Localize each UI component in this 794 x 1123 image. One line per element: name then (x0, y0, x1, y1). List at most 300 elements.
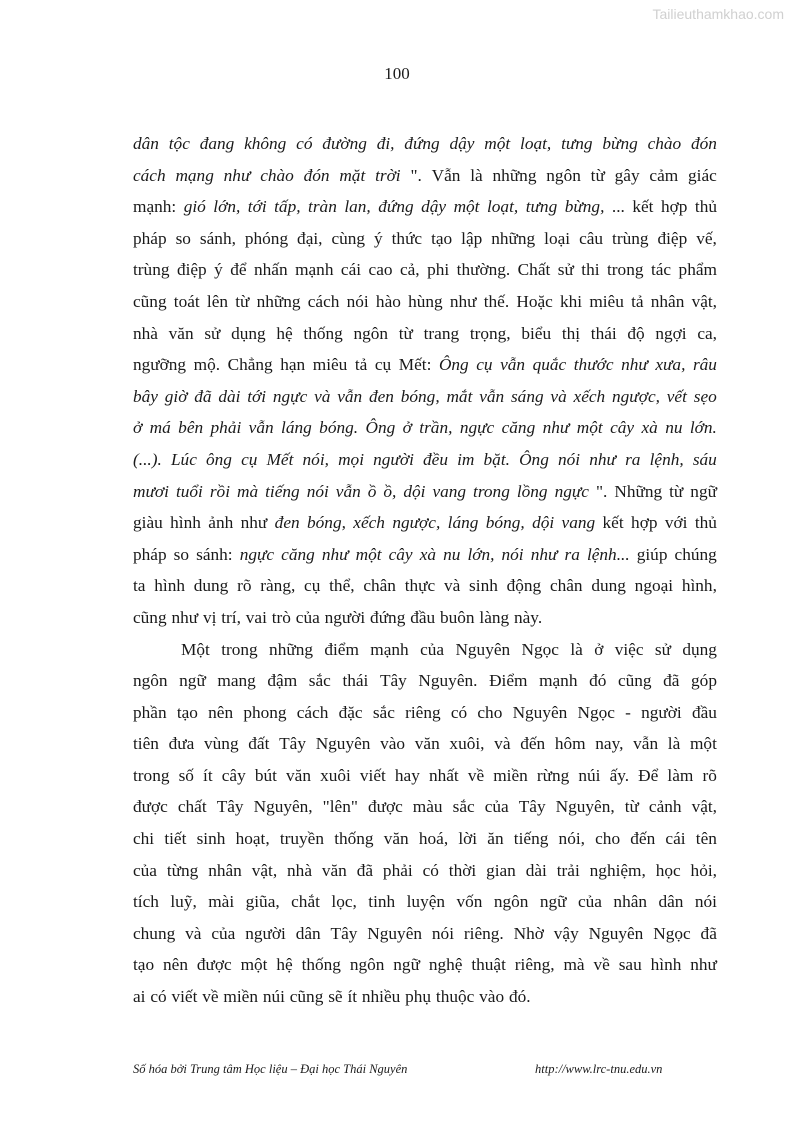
word: sắc (372, 702, 395, 722)
word: cho (595, 829, 621, 849)
word: Nguyên (455, 639, 511, 659)
word: số (178, 765, 194, 785)
word: ngực (459, 418, 495, 438)
word: núi (578, 765, 601, 785)
word: thống (334, 829, 374, 849)
word: và (550, 386, 567, 406)
word: căng (281, 544, 315, 564)
word: ngôn (133, 671, 168, 691)
word: ". (410, 165, 422, 185)
word: lệnh... (586, 544, 630, 564)
word: bên (178, 418, 204, 438)
word: nói (694, 892, 717, 912)
word: vẫn (479, 386, 505, 406)
word: ở (402, 418, 412, 438)
footer-url[interactable]: http://www.lrc-tnu.edu.vn (535, 1062, 663, 1076)
text-line (133, 728, 717, 760)
word: mọi (338, 449, 364, 469)
word: Lúc (170, 449, 197, 469)
word: cách (307, 291, 340, 311)
word: văn (414, 734, 440, 754)
word: chân (549, 576, 583, 596)
text-line (133, 855, 717, 887)
word: đất (248, 734, 270, 754)
word: đến (630, 829, 656, 849)
word: chung (133, 923, 176, 943)
word: giũa, (245, 892, 280, 912)
word: biểu (521, 323, 552, 343)
word: sử (557, 260, 574, 280)
word: vế, (696, 228, 717, 248)
word: ồ, (383, 481, 397, 501)
word: vang (561, 513, 596, 533)
word: đã (356, 860, 374, 880)
word: với (664, 513, 688, 533)
word: trần, (419, 418, 453, 438)
word: mạnh (539, 671, 578, 691)
word: Mết (266, 449, 294, 469)
word: đứng (378, 197, 414, 217)
word: thuật (471, 955, 506, 975)
word: của (577, 892, 602, 912)
word: một (689, 734, 717, 754)
word: văn (321, 860, 347, 880)
word: thủ (694, 197, 717, 217)
word: lan, (344, 197, 371, 217)
word: trùng (133, 260, 170, 280)
word: xuôi, (449, 734, 485, 754)
word: tiếng (265, 481, 300, 501)
word: dài (525, 860, 547, 880)
word: phẩm (678, 260, 717, 280)
word: sáu (692, 449, 717, 469)
word: trò (271, 607, 291, 627)
word: câu (579, 228, 604, 248)
word: hào (375, 291, 401, 311)
word: Chẳng (227, 355, 273, 375)
word: Hoặc (516, 291, 553, 311)
word: trong (221, 639, 258, 659)
word: từng (166, 860, 199, 880)
word: dụng (682, 639, 717, 659)
word: Tây (379, 671, 407, 691)
word: phần (133, 702, 167, 722)
word: được (133, 797, 168, 817)
word: ... (611, 197, 625, 217)
word: lọc, (331, 892, 357, 912)
word: màu (412, 797, 443, 817)
word: riêng, (514, 955, 555, 975)
text-line (133, 444, 717, 476)
word: đầu (410, 607, 436, 627)
word: cho (477, 702, 503, 722)
word: nên (163, 955, 188, 975)
word: là (470, 165, 483, 185)
word: gây (614, 165, 640, 185)
word: sử (654, 639, 671, 659)
word: ở (594, 639, 604, 659)
word: của (211, 923, 236, 943)
word: văn (168, 323, 194, 343)
word: đậm (267, 671, 298, 691)
word: sắc (308, 671, 331, 691)
word: ý (374, 228, 383, 248)
word: lồng (516, 481, 548, 501)
word: rồi (209, 481, 230, 501)
text-line (133, 507, 717, 539)
word: những (256, 291, 301, 311)
word: viết (359, 765, 386, 785)
word: vai (245, 607, 267, 627)
word: vật, (691, 291, 717, 311)
text-line (133, 191, 717, 223)
text-line (133, 918, 717, 950)
word: ngôn (349, 955, 385, 975)
word: thời (448, 860, 477, 880)
footer-source: Số hóa bởi Trung tâm Học liệu – Đại học Thái Nguyên (133, 1062, 408, 1076)
word: đen (274, 513, 300, 533)
word: bóng. (319, 418, 359, 438)
word: ngực (554, 481, 589, 501)
word: từ (398, 323, 413, 343)
word: trang (423, 323, 460, 343)
word: rõ (237, 576, 252, 596)
word: loại (544, 228, 571, 248)
word: của (484, 797, 509, 817)
word: hoạt, (235, 829, 270, 849)
word: vật, (691, 797, 717, 817)
word: vị (202, 607, 217, 627)
word: học (655, 860, 681, 880)
word: chào (260, 165, 294, 185)
word: mạnh: (133, 197, 177, 217)
word: chi (133, 829, 155, 849)
word: ít (347, 987, 358, 1007)
word: vẫn (248, 418, 274, 438)
word: sánh: (196, 544, 233, 564)
word: Tây (279, 734, 306, 754)
word: má (149, 418, 171, 438)
word: này. (514, 607, 543, 627)
word: sau (618, 955, 642, 975)
word: phụ (405, 987, 432, 1007)
word: ngược, (612, 386, 660, 406)
word: Những (614, 481, 663, 501)
word: từ (669, 481, 684, 501)
word: căng (501, 418, 536, 438)
word: mạnh (370, 639, 409, 659)
word: cây (388, 544, 413, 564)
word: đi, (376, 134, 395, 153)
word: láng (447, 513, 479, 533)
word: trong (133, 765, 170, 785)
word: đã (700, 923, 717, 943)
word: thị (561, 323, 581, 343)
word: từ (235, 291, 250, 311)
word: tưng (561, 134, 593, 153)
word: bây (133, 386, 158, 406)
word: nhất (428, 765, 459, 785)
word: hôm (554, 734, 586, 754)
text-line (133, 949, 717, 981)
word: trong (607, 260, 644, 280)
text-line (133, 476, 717, 508)
word: đón (303, 165, 330, 185)
word: hệ (276, 955, 293, 975)
word: không (244, 134, 287, 153)
word: cao (368, 260, 393, 280)
word: dân (295, 923, 321, 943)
word: láng (281, 418, 312, 438)
word: tiết (164, 829, 187, 849)
word: đến (520, 734, 546, 754)
word: đường (322, 134, 367, 153)
word: miêu (589, 291, 624, 311)
word: đều (423, 449, 448, 469)
word: hợp (631, 513, 658, 533)
word: cách (296, 702, 329, 722)
word: dung (193, 576, 229, 596)
word: hạn (280, 355, 306, 375)
word: ngữ (690, 481, 717, 501)
word: ". (595, 481, 608, 501)
word: bặt. (483, 449, 510, 469)
word: thi (581, 260, 600, 280)
word: mộ. (193, 355, 221, 375)
word: Ngọc (653, 923, 691, 943)
word: bút (254, 765, 277, 785)
word: kết (632, 197, 654, 217)
word: ngữ (539, 892, 567, 912)
word: nói, (558, 829, 585, 849)
word: tới (247, 386, 267, 406)
word: cảm (649, 165, 679, 185)
word: cách (133, 165, 166, 185)
word: cây (221, 765, 246, 785)
word: loạt, (520, 134, 552, 153)
word: thống (303, 323, 343, 343)
word: lớn, (467, 544, 495, 564)
word: xếch (353, 513, 385, 533)
word: nhân (208, 860, 242, 880)
word: viết (171, 987, 198, 1007)
word: ngực (272, 386, 308, 406)
word: nói (431, 923, 454, 943)
word: so (175, 228, 191, 248)
word: ngôn (353, 323, 389, 343)
word: tinh (368, 892, 396, 912)
text-line (133, 823, 717, 855)
word: điểm (324, 639, 359, 659)
word: trời (375, 165, 401, 185)
word: loạt, (486, 197, 519, 217)
word: bừng, (564, 197, 605, 217)
word: nhân (613, 892, 648, 912)
word: một (576, 418, 603, 438)
word: dội (532, 513, 555, 533)
word: kết (602, 513, 624, 533)
word: một (240, 955, 268, 975)
word: nhà (133, 323, 158, 343)
word: bóng, (485, 513, 525, 533)
word: hoá, (418, 829, 449, 849)
word: Ông (365, 418, 396, 438)
word: xà (419, 544, 436, 564)
word: tên (695, 829, 717, 849)
word: văn (286, 765, 311, 785)
word: có (150, 987, 167, 1007)
word: mang (217, 671, 256, 691)
word: tràn (308, 197, 337, 217)
word: im (457, 449, 475, 469)
word: xuôi (320, 765, 351, 785)
word: thống (301, 955, 341, 975)
word: riêng. (463, 923, 504, 943)
word: riêng (405, 702, 441, 722)
word: như (542, 418, 570, 438)
word: như (530, 544, 558, 564)
word: và (443, 576, 461, 596)
word: ràng, (260, 576, 296, 596)
word: ra (564, 544, 580, 564)
word: và (314, 386, 331, 406)
word: phải (382, 860, 413, 880)
word: phóng (244, 228, 289, 248)
word: so (173, 544, 190, 564)
word: trải (556, 860, 580, 880)
word: mà (237, 481, 259, 501)
word: nói (557, 449, 581, 469)
word: toát (173, 291, 200, 311)
word: tới (247, 197, 267, 217)
text-line (133, 223, 717, 255)
word: chúng (674, 544, 717, 564)
word: hay (394, 765, 420, 785)
word: làm (667, 765, 694, 785)
word: xưa, (655, 355, 686, 375)
word: có (450, 702, 468, 722)
word: người (373, 449, 414, 469)
word: một (484, 134, 511, 153)
word: mạng (175, 165, 214, 185)
word: phong (243, 702, 287, 722)
word: làng (479, 607, 510, 627)
word: cũng (133, 291, 167, 311)
word: nay, (595, 734, 624, 754)
word: sinh (196, 829, 226, 849)
word: đang (199, 134, 235, 153)
word: nhân (650, 291, 685, 311)
word: Ông (519, 449, 549, 469)
word: dài (218, 386, 241, 406)
word: ồ (367, 481, 377, 501)
word: dậy (421, 197, 447, 217)
word: chân (363, 576, 396, 596)
word: quắc (532, 355, 567, 375)
word: phi (427, 260, 450, 280)
word: hình (154, 576, 185, 596)
word: tộc (168, 134, 190, 153)
word: cái (340, 260, 362, 280)
word: cụ (476, 355, 493, 375)
word: xà (641, 418, 658, 438)
word: sẹo (693, 386, 717, 406)
word: ngực (239, 544, 275, 564)
word: có (296, 134, 313, 153)
word: nu (665, 418, 683, 438)
word: vết (666, 386, 687, 406)
word: nói, (302, 449, 329, 469)
watermark-text: Tailieuthamkhao.com (652, 6, 784, 22)
word: (...). (133, 449, 162, 469)
word: ở (133, 418, 143, 438)
text-line (133, 318, 717, 350)
word: nên (208, 702, 234, 722)
text-line (133, 981, 717, 1013)
text-line (133, 539, 717, 571)
word: cả, (399, 260, 420, 280)
word: đã (194, 386, 212, 406)
word: Nguyên, (555, 797, 615, 817)
word: một (453, 197, 480, 217)
word: trong (473, 481, 510, 501)
word: cụ (241, 449, 258, 469)
word: Nguyên. (418, 671, 478, 691)
word: mắt (446, 386, 473, 406)
word: Nguyên (588, 923, 644, 943)
word: những (491, 228, 536, 248)
word: sẽ (328, 987, 343, 1007)
word: thường. (456, 260, 511, 280)
word: mà (563, 955, 585, 975)
word: Nguyên, (253, 797, 313, 817)
word: ngược, (392, 513, 441, 533)
word: người (641, 702, 682, 722)
word: - (625, 702, 631, 722)
word: mặt (339, 165, 366, 185)
word: được (196, 955, 232, 975)
word: bừng (602, 134, 638, 153)
word: Nguyên (367, 923, 423, 943)
word: của (295, 607, 320, 627)
word: thức (391, 228, 423, 248)
word: điệp (176, 260, 207, 280)
word: tiếng (513, 829, 549, 849)
word: lớn, (213, 197, 241, 217)
word: giúp (636, 544, 668, 564)
word: Một (181, 639, 210, 659)
word: luỹ, (170, 892, 197, 912)
word: phải (210, 418, 242, 438)
word: như (449, 291, 477, 311)
word: luyện (406, 892, 446, 912)
word: về (467, 765, 485, 785)
word: của (420, 639, 445, 659)
word: cũng (133, 607, 167, 627)
word: hình, (681, 576, 717, 596)
word: như (240, 513, 268, 533)
word: Chất (517, 260, 551, 280)
word: Tây (518, 797, 546, 817)
word: tả (631, 291, 644, 311)
word: "lên" (322, 797, 358, 817)
word: và (185, 923, 202, 943)
text-line (133, 665, 717, 697)
word: thước (573, 355, 614, 375)
text-line (133, 412, 717, 444)
word: nhiều (361, 987, 401, 1007)
word: ngoại (634, 576, 674, 596)
